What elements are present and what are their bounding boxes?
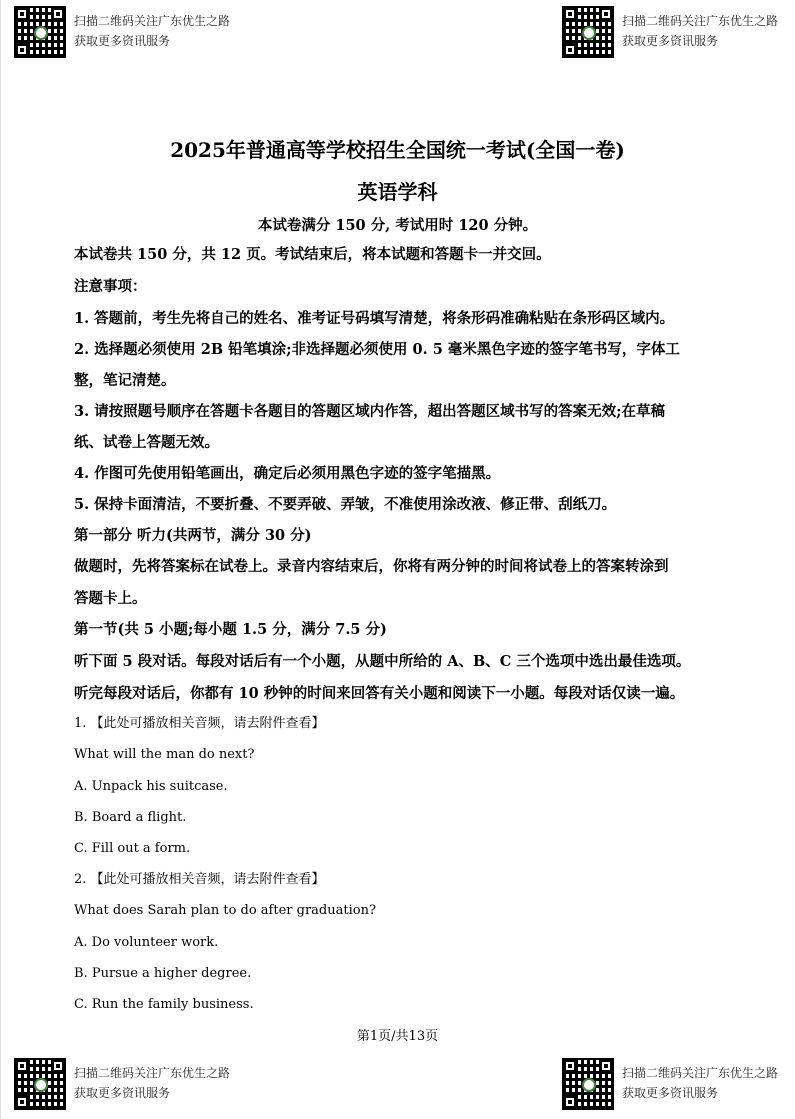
note-3a: 3. 请按照题号顺序在答题卡各题目的答题区域内作答，超出答题区域书写的答案无效;在草稿: [74, 403, 666, 420]
qr-code-icon[interactable]: [14, 6, 66, 58]
page-number: 第1页/共13页: [356, 1029, 439, 1044]
note-2a: 2. 选择题必须使用 2B 铅笔填涂;非选择题必须使用 0. 5 毫米黑色字迹的签字笔书写，字体工: [74, 341, 680, 358]
q2-audio-note[interactable]: 2. 【此处可播放相关音频，请去附件查看】: [74, 872, 325, 887]
q2-stem: What does Sarah plan to do after graduation?: [74, 903, 376, 918]
qr-code-icon[interactable]: [562, 1058, 614, 1110]
section1-instr-b: 听完每段对话后，你都有 10 秒钟的时间来回答有关小题和阅读下一小题。每段对话仅读一遍。: [74, 685, 685, 702]
section1-heading: 第一节(共 5 小题;每小题 1.5 分，满分 7.5 分): [74, 621, 387, 638]
promo-line2: 获取更多资讯服务: [74, 34, 171, 48]
q1-option-b: B. Board a flight.: [74, 810, 187, 825]
part1-instr-b: 答题卡上。: [74, 590, 147, 607]
promo-line1: 扫描二维码关注广东优生之路: [74, 14, 231, 28]
note-4: 4. 作图可先使用铅笔画出，确定后必须用黑色字迹的签字笔描黑。: [74, 465, 501, 482]
page-edge: [0, 0, 1, 1119]
section1-instr-a: 听下面 5 段对话。每段对话后有一个小题，从题中所给的 A、B、C 三个选项中选出最佳选项。: [74, 653, 691, 670]
promo-bottom-left: [14, 1058, 230, 1110]
part1-heading: 第一部分 听力(共两节，满分 30 分): [74, 527, 312, 544]
note-5: 5. 保持卡面清洁，不要折叠、不要弄破、弄皱，不准使用涂改液、修正带、刮纸刀。: [74, 496, 617, 513]
promo-line1: 扫描二维码关注广东优生之路: [622, 14, 779, 28]
exam-title: 2025年普通高等学校招生全国统一考试(全国一卷): [170, 138, 625, 162]
promo-top-left: [14, 6, 230, 58]
q2-option-b: B. Pursue a higher degree.: [74, 966, 252, 981]
promo-line1: 扫描二维码关注广东优生之路: [74, 1066, 231, 1080]
promo-line2: 获取更多资讯服务: [622, 1086, 719, 1100]
note-3b: 纸、试卷上答题无效。: [74, 434, 219, 451]
q2-option-c: C. Run the family business.: [74, 997, 254, 1012]
promo-line2: 获取更多资讯服务: [622, 34, 719, 48]
note-2b: 整，笔记清楚。: [74, 372, 176, 389]
note-1: 1. 答题前，考生先将自己的姓名、准考证号码填写清楚，将条形码准确粘贴在条形码区域内。: [74, 310, 675, 327]
part1-instr-a: 做题时，先将答案标在试卷上。录音内容结束后，你将有两分钟的时间将试卷上的答案转涂到: [74, 558, 669, 575]
q1-stem: What will the man do next?: [74, 747, 255, 762]
intro-text: 本试卷共 150 分，共 12 页。考试结束后，将本试题和答题卡一并交回。: [74, 246, 551, 263]
score-note: 本试卷满分 150 分, 考试用时 120 分钟。: [257, 217, 538, 234]
notes-heading: 注意事项：: [74, 278, 147, 295]
qr-code-icon[interactable]: [14, 1058, 66, 1110]
q1-option-a: A. Unpack his suitcase.: [74, 779, 228, 794]
subject-title: 英语学科: [357, 180, 438, 204]
promo-line1: 扫描二维码关注广东优生之路: [622, 1066, 779, 1080]
qr-code-icon[interactable]: [562, 6, 614, 58]
promo-bottom-right: [562, 1058, 778, 1110]
q1-option-c: C. Fill out a form.: [74, 841, 191, 856]
q1-audio-note[interactable]: 1. 【此处可播放相关音频，请去附件查看】: [74, 716, 325, 731]
promo-line2: 获取更多资讯服务: [74, 1086, 171, 1100]
q2-option-a: A. Do volunteer work.: [74, 935, 219, 950]
promo-top-right: [562, 6, 778, 58]
